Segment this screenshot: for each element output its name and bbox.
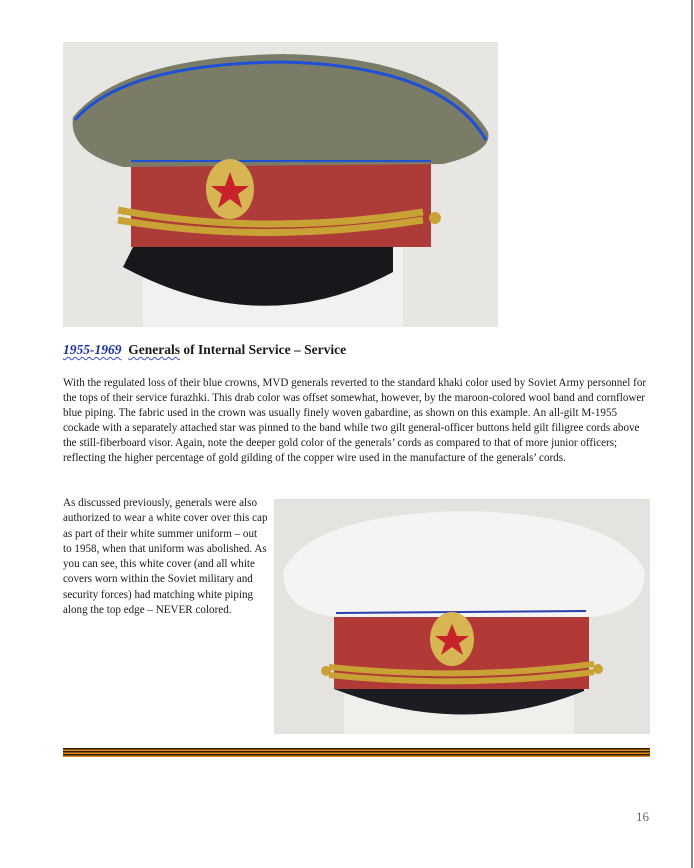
heading-generals: Generals xyxy=(128,342,180,357)
st-george-ribbon-divider xyxy=(63,748,650,757)
section-heading xyxy=(63,342,346,358)
heading-rest: of Internal Service – Service xyxy=(180,342,347,357)
body-paragraph-2: As discussed previously, generals were also authorized to wear a white cover over this cap as part of their white summer uniform – out to 1958, when that uniform was abolished. As you can see, this white cover (and all white covers worn within the Soviet military and security forces) had matching white piping along the top edge – NEVER colored. xyxy=(63,497,268,617)
page-edge xyxy=(691,0,693,868)
page-number: 16 xyxy=(636,809,649,824)
cap-illustration xyxy=(274,499,650,734)
photo-khaki-service-cap xyxy=(63,42,498,327)
cap-illustration xyxy=(63,42,498,327)
photo-white-cover-cap xyxy=(274,499,650,734)
heading-years: 1955-1969 xyxy=(63,342,122,357)
body-paragraph-1: With the regulated loss of their blue crowns, MVD generals reverted to the standard khaki color used by Soviet Army personnel for the tops of their service furazhki. This drab color was offset somewhat, however, by the maroon-colored wool band and cornflower blue piping. The fabric used in the crown was usually finely woven gabardine, as shown on this example. An all-gilt M-1955 cockade with a separately attached star was pinned to the band while two gilt general-officer buttons held gilt filigree cords above the still-fiberboard visor. Again, note the deeper gold color of the generals’ cords as compared to that of more junior officers; reflecting the higher percentage of gold gilding of the copper wire used in the manufacture of the generals’ cords. xyxy=(63,377,647,464)
